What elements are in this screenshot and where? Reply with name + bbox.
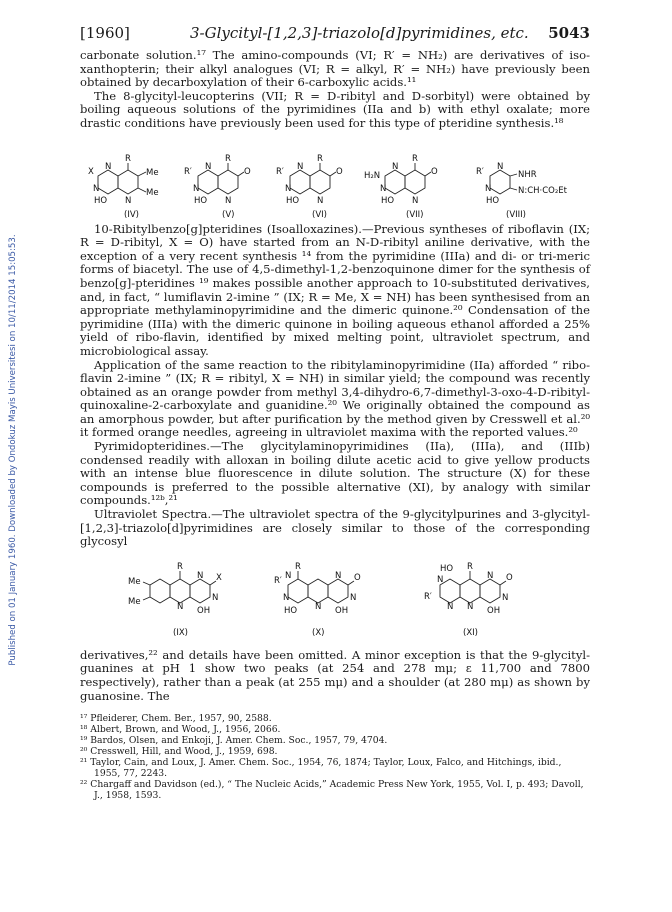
atom-label: HO	[194, 195, 208, 206]
paragraph-2: The 8-glycityl-leucopterins (VII; R = D-ribityl and D-sorbityl) were obtained by boiling aqueous solutions of the pyrimidines (IIa and b) with ethyl oxalate; more drastic conditions have previously been used for this type of pteridine synthesis.¹⁸	[80, 88, 590, 130]
atom-label: H₂N	[364, 170, 381, 181]
journal-page	[80, 24, 590, 801]
atom-label: N	[350, 592, 357, 603]
header-title: 3-Glycityl-[1,2,3]-triazolo[d]pyrimidines, etc.	[190, 24, 529, 42]
atom-label: N	[297, 161, 304, 172]
compound-label-VII: (VII)	[406, 209, 424, 220]
reference-19: ¹⁹ Bardos, Olsen, and Enkoji, J. Amer. Chem. Soc., 1957, 79, 4704.	[80, 735, 388, 747]
atom-label: R′	[476, 166, 484, 177]
atom-label: N	[225, 195, 232, 206]
atom-label: N	[380, 183, 387, 194]
structures-row-1	[80, 131, 590, 223]
compound-label-V: (V)	[222, 209, 235, 220]
atom-label: N	[285, 183, 292, 194]
atom-label: N	[412, 195, 419, 206]
atom-label: N	[467, 601, 474, 612]
atom-label: O	[244, 166, 251, 177]
atom-label: N	[105, 161, 112, 172]
atom-label: N	[392, 161, 399, 172]
atom-label: N	[335, 570, 342, 581]
reference-18: ¹⁸ Albert, Brown, and Wood, J., 1956, 2066.	[80, 724, 281, 736]
download-watermark-text: Published on 01 January 1960. Downloaded by Ondokuz Mayis Universitesi on 10/11/2014 15:05:53.	[8, 234, 18, 666]
atom-label: N	[285, 570, 292, 581]
atom-label: N	[283, 592, 290, 603]
compound-label-XI: (XI)	[463, 627, 478, 638]
atom-label: X	[216, 572, 222, 583]
atom-label: X	[88, 166, 94, 177]
atom-label: Me	[128, 596, 141, 607]
atom-label: R	[125, 153, 131, 164]
atom-label: R′	[184, 166, 192, 177]
atom-label: HO	[286, 195, 300, 206]
atom-label: R	[177, 561, 183, 572]
atom-label: N	[487, 570, 494, 581]
header-year: [1960]	[80, 24, 130, 42]
atom-label: R	[412, 153, 418, 164]
atom-label: OH	[335, 605, 349, 616]
compound-label-IV: (IV)	[124, 209, 139, 220]
atom-label: N:CH·CO₂Et	[518, 185, 567, 196]
atom-label: Me	[146, 167, 159, 178]
atom-label: OH	[197, 605, 211, 616]
atom-label: N	[317, 195, 324, 206]
atom-label: N	[212, 592, 219, 603]
atom-label: O	[431, 166, 438, 177]
paragraph-7: derivatives,²² and details have been omitted. A minor exception is that the 9-glycityl-guanines at pH 1 show two peaks (at 254 and 278 mμ; ε 11,700 and 7800 respectively), rather than a peak (at 255 mμ) and a shoulder (at 280 mμ) as shown by guanosine. The	[80, 647, 590, 703]
compound-label-IX: (IX)	[173, 627, 188, 638]
compound-label-VIII: (VIII)	[506, 209, 526, 220]
paragraph-5: Pyrimidopteridines.—The glycitylaminopyrimidines (IIa), (IIIa), and (IIIb) condensed readily with alloxan in boiling dilute acetic acid to give yellow products with an intense blue fluorescence in dilute solution. The structure (X) for these compounds is preferred to the possible alternative (XI), by analogy with similar compounds.¹²ᵇ,²¹	[80, 439, 590, 508]
references	[80, 713, 590, 801]
atom-label: HO	[381, 195, 395, 206]
atom-label: O	[336, 166, 343, 177]
atom-label: N	[197, 570, 204, 581]
atom-label: R	[467, 561, 473, 572]
atom-label: HO	[284, 605, 298, 616]
compound-label-VI: (VI)	[312, 209, 327, 220]
reference-20: ²⁰ Cresswell, Hill, and Wood, J., 1959, 698.	[80, 746, 278, 758]
atom-label: Me	[146, 187, 159, 198]
atom-label: N	[315, 601, 322, 612]
reference-17: ¹⁷ Pfleiderer, Chem. Ber., 1957, 90, 2588.	[80, 713, 272, 725]
atom-label: N	[125, 195, 132, 206]
header-page-number: 5043	[548, 24, 590, 42]
atom-label: HO	[486, 195, 500, 206]
paragraph-4: Application of the same reaction to the ribitylaminopyrimidine (IIa) afforded “ ribo-flavin 2-imine ” (IX; R = ribityl, X = NH) in similar yield; the compound was recently obtained as an orange powder from methyl 3,4-dihydro-6,7-dimethyl-3-oxo-4-D-ribityl-quinoxaline-2-carboxylate and guanidine.²⁰ We originally obtained the compound as an amorphous powder, but after purification by the method given by Cresswell et al.²⁰ it formed orange needles, agreeing in ultraviolet maxima with the reported values.²⁰	[80, 357, 590, 440]
atom-label: R′	[276, 166, 284, 177]
atom-label: HO	[94, 195, 108, 206]
atom-label: NHR	[518, 169, 537, 180]
atom-label: O	[354, 572, 361, 583]
running-header	[80, 24, 590, 46]
atom-label: N	[177, 601, 184, 612]
atom-label: OH	[487, 605, 501, 616]
paragraph-6: Ultraviolet Spectra.—The ultraviolet spectra of the 9-glycitylpurines and 3-glycityl-[1,2,3]-triazolo[d]pyrimidines are closely similar to those of the corresponding glycosyl	[80, 507, 590, 549]
atom-label: HO	[440, 563, 454, 574]
atom-label: R	[225, 153, 231, 164]
download-watermark	[6, 150, 20, 750]
atom-label: R′	[424, 591, 432, 602]
reference-22: ²² Chargaff and Davidson (ed.), “ The Nucleic Acids,” Academic Press New York, 1955, Vol. I, p. 493; Davoll, J., 1958, 1593.	[80, 779, 584, 802]
atom-label: R	[317, 153, 323, 164]
atom-label: O	[506, 572, 513, 583]
atom-label: N	[497, 161, 504, 172]
paragraph-3: 10-Ribitylbenzo[g]pteridines (Isoalloxazines).—Previous syntheses of riboflavin (IX; R = D-ribityl, X = O) have started from an N-D-ribityl aniline derivative, with the exception of a very recent synthesis ¹⁴ from the pyrimidine (IIIa) and di- or tri-meric forms of biacetyl. The use of 4,5-dimethyl-1,2-benzoquinone dimer for the synthesis of benzo[g]-pteridines ¹⁹ makes possible another approach to 10-substituted derivatives, and, in fact, “ lumiflavin 2-imine ” (IX; R = Me, X = NH) has been synthesised from an appropriate methylaminopyrimidine and the dimeric quinone.²⁰ Condensation of the pyrimidine (IIIa) with the dimeric quinone in boiling aqueous ethanol afforded a 25% yield of ribo-flavin, identified by mixed melting point, ultraviolet spectrum, and microbiological assay.	[80, 221, 590, 358]
atom-label: Me	[128, 576, 141, 587]
atom-label: N	[502, 592, 509, 603]
atom-label: N	[485, 183, 492, 194]
atom-label: N	[447, 601, 454, 612]
atom-label: N	[437, 574, 444, 585]
atom-label: R	[295, 561, 301, 572]
atom-label: N	[193, 183, 200, 194]
atom-label: R′	[274, 575, 282, 586]
reference-21: ²¹ Taylor, Cain, and Loux, J. Amer. Chem. Soc., 1954, 76, 1874; Taylor, Loux, Falco, and Hitchings, ibid., 1955, 77, 2243.	[80, 757, 562, 780]
paragraph-1: carbonate solution.¹⁷ The amino-compounds (VI; R′ = NH₂) are derivatives of iso-xanthopterin; their alkyl analogues (VI; R = alkyl, R′ = NH₂) have previously been obtained by decarboxylation of their 6-carboxylic acids.¹¹	[80, 48, 590, 90]
compound-label-X: (X)	[312, 627, 325, 638]
atom-label: N	[205, 161, 212, 172]
atom-label: N	[93, 183, 100, 194]
structures-row-2	[80, 549, 590, 649]
